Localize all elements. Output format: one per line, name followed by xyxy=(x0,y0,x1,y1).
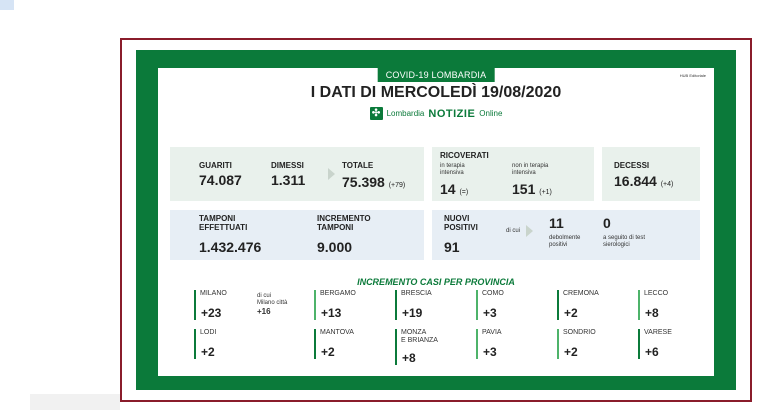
header-tag: COVID-19 LOMBARDIA xyxy=(378,68,495,82)
totale-value xyxy=(342,174,405,190)
tamponi-label-2: EFFETTUATI xyxy=(199,223,248,232)
province-value: +19 xyxy=(402,306,423,320)
province-value: +6 xyxy=(645,345,659,359)
brand-prefix: Lombardia xyxy=(386,109,425,118)
incr-value: 9.000 xyxy=(317,239,353,255)
nti-label-2: intensiva xyxy=(512,170,536,176)
infographic-card xyxy=(158,68,714,376)
province-value: +8 xyxy=(645,306,659,320)
positivi-label-2: POSITIVI xyxy=(444,223,478,232)
guariti-label: GUARITI xyxy=(199,161,232,170)
guariti-value: 74.087 xyxy=(199,172,242,188)
province-value: +2 xyxy=(564,306,578,320)
corner-mark xyxy=(0,0,14,10)
decessi-delta: (+4) xyxy=(660,181,674,188)
brand-suffix: Online xyxy=(479,109,503,118)
province-sondrio xyxy=(557,329,596,359)
province-value: +3 xyxy=(483,306,497,320)
incr-label-2: TAMPONI xyxy=(317,223,354,232)
province-milano xyxy=(194,290,227,320)
province-name: BERGAMO xyxy=(320,290,356,297)
panel-positivi xyxy=(432,210,700,260)
province-cremona xyxy=(557,290,599,320)
page-title: I DATI DI MERCOLEDÌ 19/08/2020 xyxy=(310,84,562,101)
province-bergamo xyxy=(314,290,356,320)
nti-label-1: non in terapia xyxy=(512,163,549,169)
brand-name: NOTIZIE xyxy=(428,107,476,120)
province-brescia xyxy=(395,290,432,320)
infographic-frame xyxy=(120,38,752,402)
panel-tamponi xyxy=(170,210,424,260)
milano-note-line2: Milano città xyxy=(257,300,288,306)
deb-label-1: debolmente xyxy=(549,235,581,241)
province-name: PAVIA xyxy=(482,329,502,336)
ti-number: 14 xyxy=(440,181,456,197)
province-name: MONZA xyxy=(401,329,427,336)
dimessi-label: DIMESSI xyxy=(271,161,304,170)
tamponi-label-1: TAMPONI xyxy=(199,214,236,223)
positivi-label-1: NUOVI xyxy=(444,214,470,223)
milano-note-value: +16 xyxy=(257,307,271,316)
hub-tag: HUB Editoriale xyxy=(679,73,706,78)
province-value: +8 xyxy=(402,351,416,365)
panel-ricoverati xyxy=(432,147,594,201)
province-value: +13 xyxy=(321,306,342,320)
decessi-label: DECESSI xyxy=(614,161,650,170)
province-value: +23 xyxy=(201,306,222,320)
deb-value: 11 xyxy=(549,215,564,231)
nti-delta: (+1) xyxy=(539,189,552,196)
totale-label: TOTALE xyxy=(342,161,374,170)
province-value: +3 xyxy=(483,345,497,359)
province-name: MILANO xyxy=(200,290,227,297)
province-mantova xyxy=(314,329,354,359)
nti-value xyxy=(512,181,552,197)
totale-number: 75.398 xyxy=(342,174,385,190)
province-value: +2 xyxy=(321,345,335,359)
decessi-value xyxy=(614,173,673,189)
brand-logo-icon: ✣ xyxy=(370,107,383,120)
panel-decessi xyxy=(602,147,700,201)
province-varese xyxy=(638,329,672,359)
province-lodi xyxy=(194,329,216,359)
province-lecco xyxy=(638,290,668,320)
milano-note-line1: di cui xyxy=(257,293,272,299)
totale-delta: (+79) xyxy=(388,182,406,189)
province-monza xyxy=(395,329,438,365)
dimessi-value: 1.311 xyxy=(271,172,306,188)
province-name: VARESE xyxy=(644,329,672,336)
province-como xyxy=(476,290,504,320)
province-name: SONDRIO xyxy=(563,329,596,336)
province-name: LODI xyxy=(200,329,217,336)
bottom-strip xyxy=(30,394,120,410)
ricoverati-label: RICOVERATI xyxy=(440,151,489,160)
provinces-title: INCREMENTO CASI PER PROVINCIA xyxy=(357,277,515,287)
province-name-2: E BRIANZA xyxy=(401,337,438,344)
province-name: COMO xyxy=(482,290,504,297)
ti-label-2: intensiva xyxy=(440,170,464,176)
sier-value: 0 xyxy=(603,215,611,231)
ti-delta: (=) xyxy=(459,189,469,196)
ti-label-1: in terapia xyxy=(440,163,465,169)
sier-label-2: sierologici xyxy=(603,242,630,248)
di-cui-label: di cui xyxy=(506,228,521,234)
milano-note xyxy=(257,293,287,315)
deb-label-2: positivi xyxy=(549,242,568,248)
sier-label-1: a seguito di test xyxy=(603,235,646,241)
province-name: LECCO xyxy=(644,290,669,297)
arrow-icon xyxy=(328,168,335,180)
province-name: CREMONA xyxy=(563,290,599,297)
province-pavia xyxy=(476,329,502,359)
decessi-number: 16.844 xyxy=(614,173,657,189)
panel-guariti xyxy=(170,147,424,201)
province-value: +2 xyxy=(201,345,215,359)
province-name: BRESCIA xyxy=(401,290,432,297)
province-value: +2 xyxy=(564,345,578,359)
green-border xyxy=(136,50,736,390)
positivi-value: 91 xyxy=(444,239,460,255)
arrow-icon xyxy=(526,225,533,237)
nti-number: 151 xyxy=(512,181,536,197)
tamponi-value: 1.432.476 xyxy=(199,239,262,255)
ti-value xyxy=(440,181,468,197)
province-name: MANTOVA xyxy=(320,329,354,336)
brand xyxy=(158,107,714,120)
incr-label-1: INCREMENTO xyxy=(317,214,371,223)
